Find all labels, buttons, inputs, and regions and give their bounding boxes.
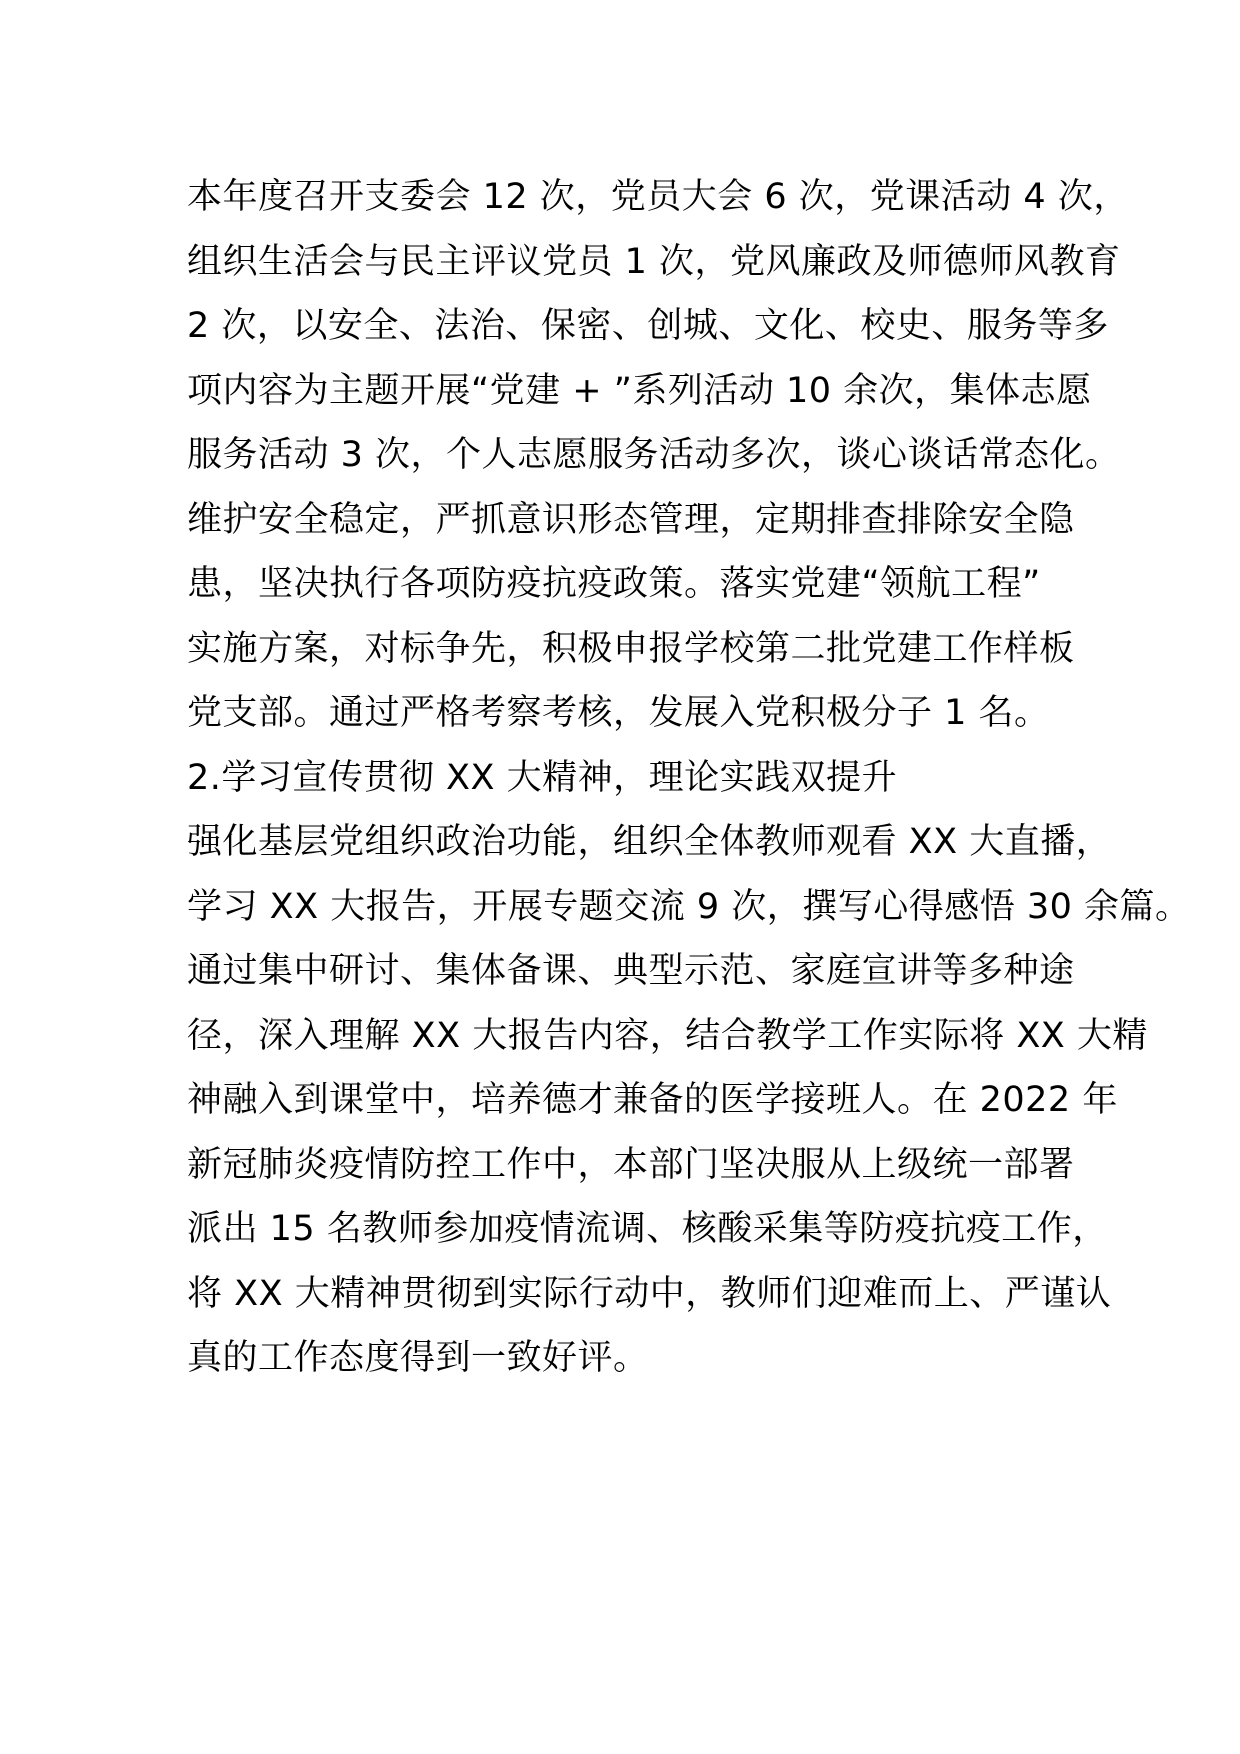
text-line: 本年度召开支委会 12 次，党员大会 6 次，党课活动 4 次，	[187, 177, 1129, 217]
text-line: 神融入到课堂中，培养德才兼备的医学接班人。在 2022 年	[187, 1080, 1118, 1120]
text-line: 将 XX 大精神贯彻到实际行动中，教师们迎难而上、严谨认	[187, 1273, 1112, 1314]
text-line: 党支部。通过严格考察考核，发展入党积极分子 1 名。	[187, 693, 1050, 733]
body-text	[187, 165, 1191, 1391]
text-line: 强化基层党组织政治功能，组织全体教师观看 XX 大直播，	[187, 822, 1112, 862]
text-line: 项内容为主题开展“党建 + ”系列活动 10 余次，集体志愿	[187, 370, 1092, 411]
text-line: 通过集中研讨、集体备课、典型示范、家庭宣讲等多种途	[187, 951, 1075, 991]
text-line: 服务活动 3 次，个人志愿服务活动多次，谈心谈话常态化。	[187, 435, 1121, 475]
text-line: 2 次，以安全、法治、保密、创城、文化、校史、服务等多	[187, 306, 1109, 346]
text-line: 新冠肺炎疫情防控工作中，本部门坚决服从上级统一部署	[187, 1144, 1075, 1185]
text-line: 患，坚决执行各项防疫抗疫政策。落实党建“领航工程”	[187, 564, 1041, 604]
text-line: 维护安全稳定，严抓意识形态管理，定期排查排除安全隐	[187, 499, 1075, 540]
text-line: 真的工作态度得到一致好评。	[187, 1338, 649, 1378]
text-line: 派出 15 名教师参加疫情流调、核酸采集等防疫抗疫工作，	[187, 1209, 1108, 1249]
text-line: 组织生活会与民主评议党员 1 次，党风廉政及师德师风教育	[187, 241, 1121, 282]
section-heading: 2.学习宣传贯彻 XX 大精神，理论实践双提升	[187, 757, 898, 798]
text-line: 学习 XX 大报告，开展专题交流 9 次，撰写心得感悟 30 余篇。	[187, 886, 1191, 927]
text-line: 实施方案，对标争先，积极申报学校第二批党建工作样板	[187, 628, 1075, 669]
text-line: 径，深入理解 XX 大报告内容，结合教学工作实际将 XX 大精	[187, 1015, 1148, 1056]
